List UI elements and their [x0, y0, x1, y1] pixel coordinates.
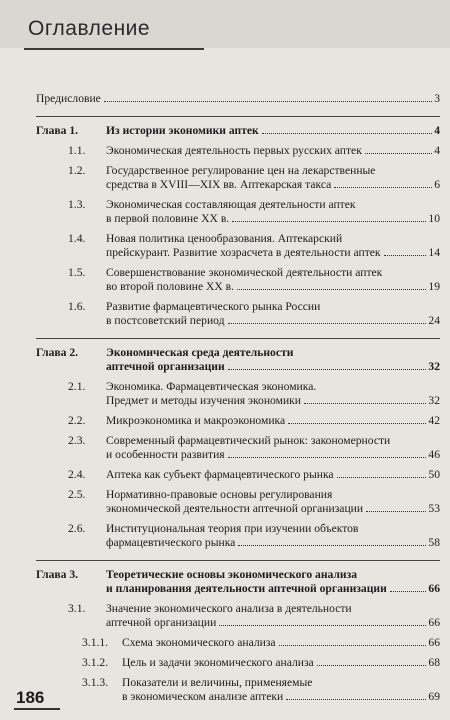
entry-title-line: Государственное регулирование цен на лекарственные [106, 164, 376, 177]
section-number: 2.1. [68, 380, 86, 393]
section-number: 1.4. [68, 232, 86, 245]
page-header [0, 0, 450, 48]
entry-page: 14 [428, 246, 440, 259]
page-number-underline [14, 708, 60, 710]
header-underline [24, 48, 204, 50]
toc-section [36, 380, 440, 408]
chapter-divider [36, 338, 440, 339]
toc-section [36, 434, 440, 462]
entry-title-line: и планирования деятельности аптечной организации [106, 582, 387, 595]
preface-title: Предисловие [36, 92, 101, 105]
entry-title-line: Нормативно-правовые основы регулирования [106, 488, 333, 501]
toc-section [36, 522, 440, 550]
page-title: Оглавление [28, 17, 151, 40]
entry-page: 10 [428, 212, 440, 225]
chapter-number: Глава 1. [36, 124, 79, 137]
entry-title-line: Экономическая составляющая деятельности аптек [106, 198, 356, 211]
chapter-divider [36, 116, 440, 117]
entry-title-line: в экономическом анализе аптеки [122, 690, 284, 703]
toc-section [36, 144, 440, 158]
chapter-number: Глава 3. [36, 568, 79, 581]
toc-section [36, 468, 440, 482]
toc-section [36, 164, 440, 192]
table-of-contents [36, 92, 440, 710]
entry-title-line: Предмет и методы изучения экономики [106, 394, 301, 407]
entry-title-line: Экономическая деятельность первых русских аптек [106, 144, 362, 157]
entry-title-line: Из истории экономики аптек [106, 124, 259, 137]
toc-section [36, 414, 440, 428]
dot-leader [390, 591, 427, 592]
entry-page: 69 [428, 690, 440, 703]
entry-page: 6 [434, 178, 440, 191]
section-number: 2.5. [68, 488, 86, 501]
toc-section [36, 602, 440, 630]
entry-title-line: и особенности развития [106, 448, 225, 461]
toc-subsection [36, 636, 440, 650]
section-number: 1.3. [68, 198, 86, 211]
dot-leader [262, 133, 432, 134]
entry-title-line: Аптека как субъект фармацевтического рынка [106, 468, 334, 481]
entry-title-line: Новая политика ценообразования. Аптекарский [106, 232, 343, 245]
entry-title-line: в постсоветский период [106, 314, 225, 327]
dot-leader [232, 221, 426, 222]
dot-leader [228, 369, 427, 370]
dot-leader [228, 323, 427, 324]
dot-leader [317, 665, 427, 666]
entry-page: 46 [428, 448, 440, 461]
entry-page: 58 [428, 536, 440, 549]
chapter-number: Глава 2. [36, 346, 79, 359]
toc-chapter [36, 568, 440, 596]
dot-leader [384, 255, 427, 256]
toc-chapter [36, 124, 440, 138]
dot-leader [288, 423, 426, 424]
dot-leader [337, 477, 427, 478]
entry-title-line: Совершенствование экономической деятельности аптек [106, 266, 383, 279]
entry-title-line: фармацевтического рынка [106, 536, 236, 549]
entry-title-line: аптечной организации [106, 360, 225, 373]
dot-leader [286, 699, 426, 700]
entry-title-line: Экономическая среда деятельности [106, 346, 294, 359]
dot-leader [279, 645, 427, 646]
dot-leader [334, 187, 432, 188]
page-number: 186 [16, 688, 45, 707]
toc-chapter [36, 346, 440, 374]
entry-title-line: Развитие фармацевтического рынка России [106, 300, 321, 313]
entry-title-line: экономической деятельности аптечной организации [106, 502, 364, 515]
entry-title-line: Экономика. Фармацевтическая экономика. [106, 380, 317, 393]
chapter-divider [36, 560, 440, 561]
section-number: 1.1. [68, 144, 86, 157]
section-number: 1.2. [68, 164, 86, 177]
entry-title-line: Схема экономического анализа [122, 636, 276, 649]
entry-title-line: аптечной организации [106, 616, 217, 629]
toc-chapters [36, 116, 440, 704]
toc-subsection [36, 676, 440, 704]
entry-title-line: Институциональная теория при изучении объектов [106, 522, 359, 535]
toc-section [36, 198, 440, 226]
entry-page: 32 [428, 360, 440, 373]
dot-leader [366, 511, 426, 512]
entry-page: 66 [428, 582, 440, 595]
section-number: 3.1.2. [82, 656, 109, 669]
entry-page: 4 [434, 124, 440, 137]
dot-leader [219, 625, 426, 626]
section-number: 2.6. [68, 522, 86, 535]
section-number: 3.1.3. [82, 676, 109, 689]
entry-page: 32 [428, 394, 440, 407]
entry-title-line: Современный фармацевтический рынок: закономерности [106, 434, 391, 447]
dot-leader [365, 153, 432, 154]
preface-page: 3 [434, 92, 440, 105]
entry-title-line: во второй половине XX в. [106, 280, 235, 293]
dot-leader [228, 457, 427, 458]
entry-title-line: Цель и задачи экономического анализа [122, 656, 314, 669]
dot-leader [238, 545, 426, 546]
entry-page: 19 [428, 280, 440, 293]
entry-title-line: средства в XVIII—XIX вв. Аптекарская такса [106, 178, 332, 191]
entry-page: 53 [428, 502, 440, 515]
toc-section [36, 300, 440, 328]
entry-page: 68 [428, 656, 440, 669]
toc-subsection [36, 656, 440, 670]
dot-leader [304, 403, 426, 404]
section-number: 3.1.1. [82, 636, 109, 649]
section-number: 1.6. [68, 300, 86, 313]
dot-leader [104, 101, 432, 102]
section-number: 2.4. [68, 468, 86, 481]
entry-title-line: в первой половине XX в. [106, 212, 230, 225]
entry-title-line: Теоретические основы экономического анализа [106, 568, 358, 581]
entry-page: 66 [428, 636, 440, 649]
entry-page: 4 [434, 144, 440, 157]
entry-page: 42 [428, 414, 440, 427]
entry-title-line: Значение экономического анализа в деятельности [106, 602, 352, 615]
entry-page: 50 [428, 468, 440, 481]
dot-leader [237, 289, 426, 290]
entry-title-line: прейскурант. Развитие хозрасчета в деятельности аптек [106, 246, 381, 259]
section-number: 2.2. [68, 414, 86, 427]
entry-title-line: Показатели и величины, применяемые [122, 676, 313, 689]
section-number: 1.5. [68, 266, 86, 279]
toc-preface [36, 92, 440, 106]
entry-title-line: Микроэкономика и макроэкономика [106, 414, 286, 427]
section-number: 2.3. [68, 434, 86, 447]
toc-section [36, 232, 440, 260]
toc-section [36, 488, 440, 516]
entry-page: 66 [428, 616, 440, 629]
section-number: 3.1. [68, 602, 86, 615]
toc-section [36, 266, 440, 294]
entry-page: 24 [428, 314, 440, 327]
